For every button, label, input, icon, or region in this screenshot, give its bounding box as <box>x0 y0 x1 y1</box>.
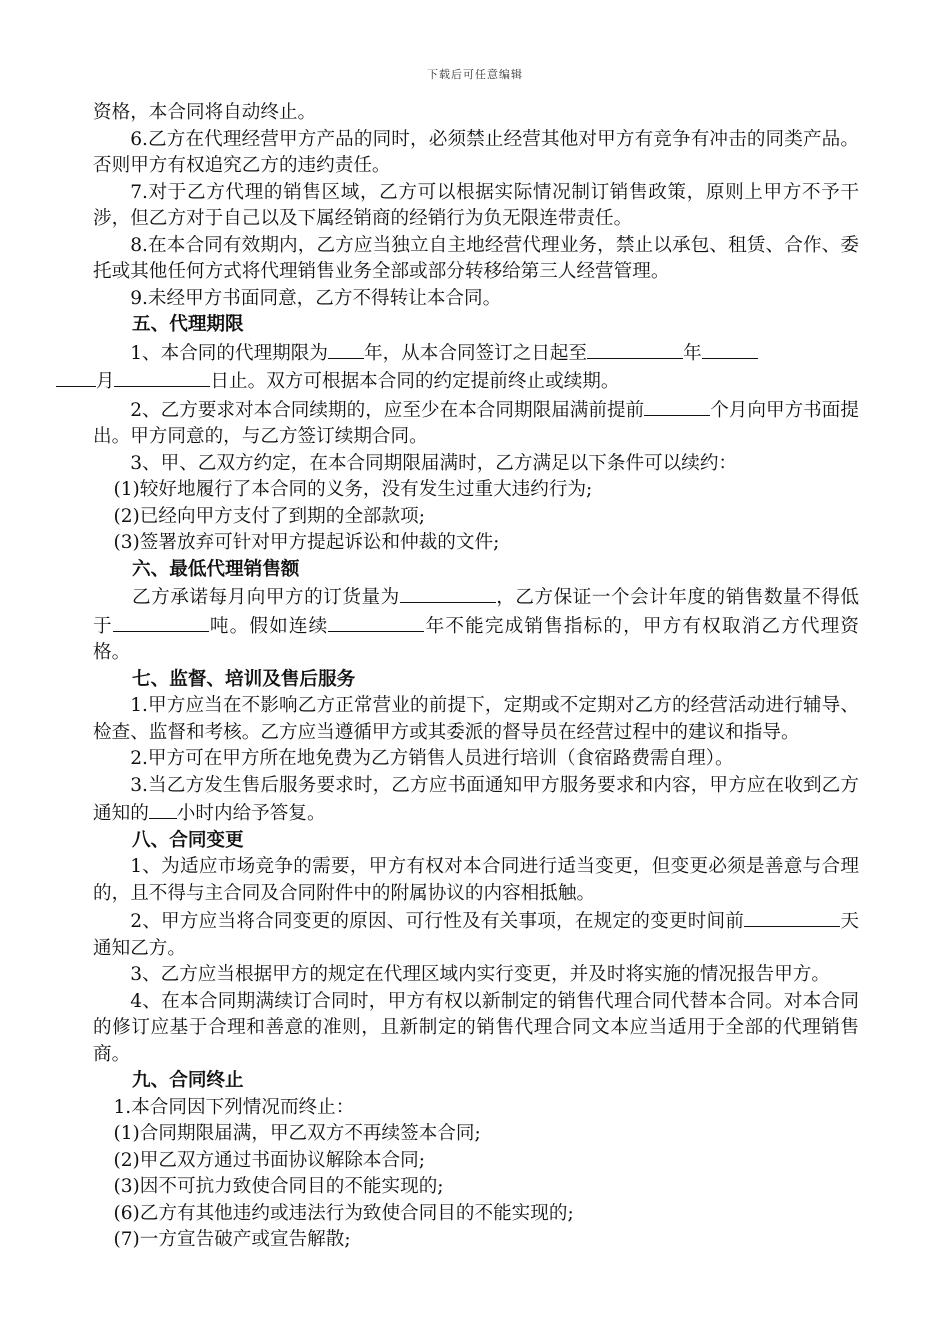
condition-1: (1)较好地履行了本合同的义务，没有发生过重大违约行为; <box>113 479 593 500</box>
text-segment: 2、甲方应当将合同变更的原因、可行性及有关事项，在规定的变更时间前 <box>130 911 745 932</box>
text-segment: 个月向甲方书面提出。甲方同意的，与乙方签订续期合同。 <box>93 399 859 447</box>
blank-line <box>644 396 710 416</box>
supervision-clause-2: 2.甲方可在甲方所在地免费为乙方销售人员进行培训（食宿路费需自理）。 <box>130 748 734 769</box>
blank-line <box>702 339 758 359</box>
termination-item: (6)乙方有其他违约或违法行为致使合同目的不能实现的; <box>113 1202 574 1224</box>
text-segment: 1、本合同的代理期限为 <box>130 342 328 364</box>
min-sales-clause <box>93 583 859 667</box>
termination-item: (3)因不可抗力致使合同目的不能实现的; <box>113 1176 444 1197</box>
text-segment: ，乙方保证一个会计年度的销售数量不得低于 <box>93 587 859 637</box>
section-heading-7: 七、监督、培训及售后服务 <box>132 668 356 690</box>
blank-line <box>400 583 496 603</box>
section-heading-6: 六、最低代理销售额 <box>132 558 300 580</box>
supervision-clause-3 <box>93 773 859 828</box>
term-clause-3: 3、甲、乙双方约定，在本合同期限届满时，乙方满足以下条件可以续约： <box>130 452 738 474</box>
blank-line <box>149 799 177 819</box>
blank-line <box>587 339 683 359</box>
text-segment: 年 <box>683 342 702 364</box>
text-segment: 3.当乙方发生售后服务要求时，乙方应书面通知甲方服务要求和内容，甲方应在收到乙方通知的 <box>93 774 859 824</box>
text-segment: 2、乙方要求对本合同续期的，应至少在本合同期限届满前提前 <box>130 399 645 421</box>
blank-line <box>744 907 840 927</box>
text-segment: 吨。假如连续 <box>208 615 329 637</box>
section-heading-8: 八、合同变更 <box>132 829 244 851</box>
change-clause-4: 4、在本合同期满续订合同时，甲方有权以新制定的销售代理合同代替本合同。对本合同的修订应基于合理和善意的准则，且新制定的销售代理合同文本应当适用于全部的代理销售商。 <box>93 990 859 1065</box>
change-clause-3: 3、乙方应当根据甲方的规定在代理区域内实行变更，并及时将实施的情况报告甲方。 <box>130 964 830 985</box>
change-clause-1: 1、为适应市场竞争的需要，甲方有权对本合同进行适当变更，但变更必须是善意与合理的，且不得与主合同及合同附件中的附属协议的内容相抵触。 <box>93 856 859 904</box>
clause-9: 9.未经甲方书面同意，乙方不得转让本合同。 <box>130 287 502 309</box>
clause-8: 8.在本合同有效期内，乙方应当独立自主地经营代理业务，禁止以承包、租赁、合作、委托或其他任何方式将代理销售业务全部或部分转移给第三人经营管理。 <box>93 234 859 282</box>
termination-clause-1: 1.本合同因下列情况而终止： <box>113 1096 355 1118</box>
blank-line <box>328 339 364 359</box>
text-segment: 天通知乙方。 <box>93 911 859 959</box>
document-body <box>93 100 859 1254</box>
paragraph: 资格，本合同将自动终止。 <box>93 102 317 123</box>
blank-line <box>56 367 96 387</box>
section-heading-5: 五、代理期限 <box>132 314 244 335</box>
blank-line <box>114 367 210 387</box>
termination-item: (1)合同期限届满，甲乙双方不再续签本合同; <box>113 1123 481 1144</box>
condition-3: (3)签署放弃可针对甲方提起诉讼和仲裁的文件; <box>113 532 500 553</box>
text-segment: 年不能完成销售指标的，甲方有权取消乙方代理资格。 <box>93 615 859 663</box>
text-segment: 日止。双方可根据本合同的约定提前终止或续期。 <box>210 371 620 392</box>
supervision-clause-1: 1.甲方应当在不影响乙方正常营业的前提下，定期或不定期对乙方的经营活动进行辅导、检查、监督和考核。乙方应当遵循甲方或其委派的督导员在经营过程中的建议和指导。 <box>93 695 859 743</box>
term-clause-1 <box>93 339 859 396</box>
page-header: 下载后可任意编辑 <box>427 68 523 81</box>
section-heading-9: 九、合同终止 <box>132 1070 244 1091</box>
termination-item: (7)一方宣告破产或宣告解散; <box>113 1229 351 1250</box>
clause-6: 6.乙方在代理经营甲方产品的同时，必须禁止经营其他对甲方有竞争有冲击的同类产品。否则甲方有权追究乙方的违约责任。 <box>93 128 859 176</box>
text-segment: 乙方承诺每月向甲方的订货量为 <box>132 587 400 608</box>
blank-line <box>113 612 209 632</box>
blank-line <box>328 612 424 632</box>
change-clause-2 <box>93 907 859 962</box>
condition-2: (2)已经向甲方支付了到期的全部款项; <box>113 505 425 527</box>
termination-item: (2)甲乙双方通过书面协议解除本合同; <box>113 1149 425 1171</box>
text-segment: 年，从本合同签订之日起至 <box>363 342 588 364</box>
text-segment: 小时内给予答复。 <box>176 803 326 824</box>
clause-7: 7.对于乙方代理的销售区域，乙方可以根据实际情况制订销售政策，原则上甲方不予干涉，但乙方对于自己以及下属经销商的经销行为负无限连带责任。 <box>93 181 859 229</box>
text-segment: 月 <box>95 371 115 392</box>
term-clause-2 <box>93 396 859 451</box>
